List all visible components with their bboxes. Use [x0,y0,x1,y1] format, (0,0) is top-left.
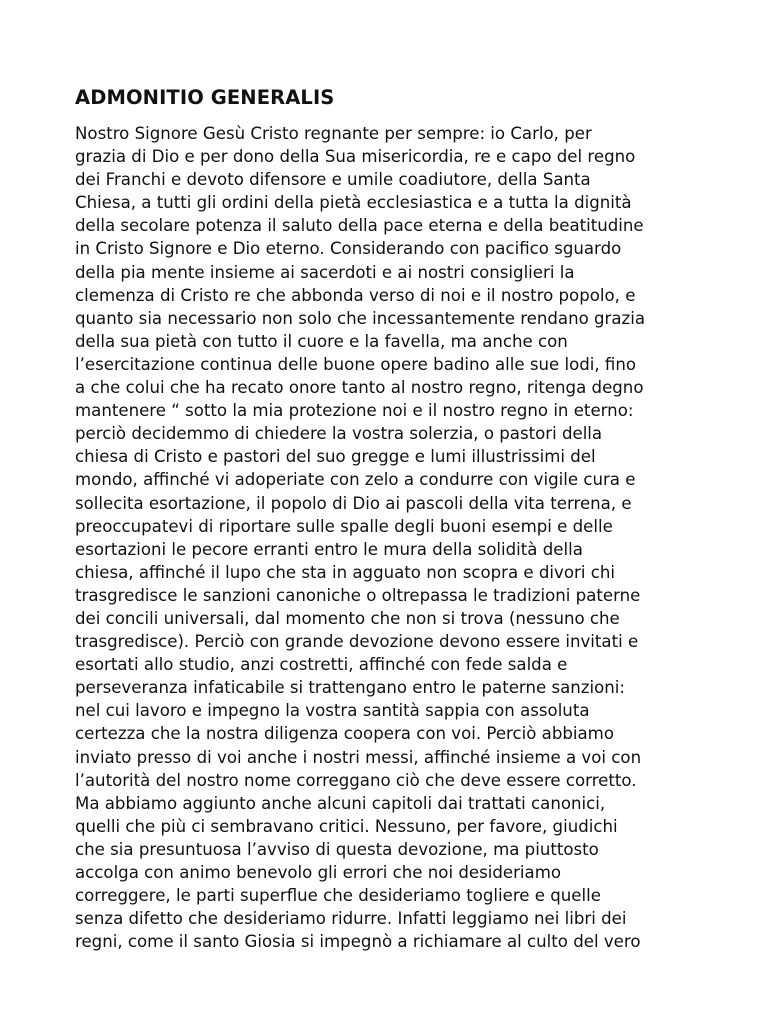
document-title: ADMONITIO GENERALIS [75,86,335,109]
body-line: nel cui lavoro e impegno la vostra santità sappia con assoluta [75,701,590,721]
document-body [75,122,695,953]
body-line: Ma abbiamo aggiunto anche alcuni capitoli dai trattati canonici, [75,793,606,813]
body-line: inviato presso di voi anche i nostri messi, affinché insieme a voi con [75,747,642,767]
body-line: mondo, affinché vi adoperiate con zelo a condurre con vigile cura e [75,470,636,490]
body-line: a che colui che ha recato onore tanto al nostro regno, ritenga degno [75,378,644,398]
body-line: della secolare potenza il saluto della pace eterna e della beatitudine [75,216,644,236]
body-line: dei concili universali, dal momento che non si trova (nessuno che [75,608,620,628]
body-line: certezza che la nostra diligenza coopera con voi. Perciò abbiamo [75,724,614,744]
body-line: della sua pietà con tutto il cuore e la favella, ma anche con [75,331,568,351]
body-line: in Cristo Signore e Dio eterno. Considerando con pacifico sguardo [75,239,622,259]
body-line: regni, come il santo Giosia si impegnò a richiamare al culto del vero [75,932,641,952]
body-line: accolga con animo benevolo gli errori che noi desideriamo [75,863,562,882]
body-line: della pia mente insieme ai sacerdoti e ai nostri consiglieri la [75,262,575,282]
document-page [75,86,695,953]
body-line: senza difetto che desideriamo ridurre. Infatti leggiamo nei libri dei [75,909,627,929]
body-line: perciò decidemmo di chiedere la vostra solerzia, o pastori della [75,424,603,444]
body-line: esortazioni le pecore erranti entro le mura della solidità della [75,539,583,559]
body-line: grazia di Dio e per dono della Sua misericordia, re e capo del regno [75,147,636,167]
body-line: mantenere “ sotto la mia protezione noi e il nostro regno in eterno: [75,401,634,421]
body-line: Chiesa, a tutti gli ordini della pietà ecclesiastica e a tutta la dignità [75,193,632,213]
body-line: chiesa, affinché il lupo che sta in agguato non scopra e divori chi [75,562,615,582]
body-line: preoccupatevi di riportare sulle spalle degli buoni esempi e delle [75,516,613,536]
body-line: esortati allo studio, anzi costretti, affinché con fede salda e [75,655,568,675]
body-line: clemenza di Cristo re che abbonda verso di noi e il nostro popolo, e [75,285,636,305]
body-line: perseveranza infaticabile si trattengano entro le paterne sanzioni: [75,678,625,698]
body-line: dei Franchi e devoto difensore e umile coadiutore, della Santa [75,170,591,190]
body-line: l’autorità del nostro nome correggano ciò che deve essere corretto. [75,770,637,790]
body-line: Nostro Signore Gesù Cristo regnante per sempre: io Carlo, per [75,124,592,143]
body-line: trasgredisce le sanzioni canoniche o oltrepassa le tradizioni paterne [75,585,641,605]
body-line: correggere, le parti superflue che desideriamo togliere e quelle [75,886,601,906]
body-line: chiesa di Cristo e pastori del suo gregge e lumi illustrissimi del [75,447,596,467]
body-line: quanto sia necessario non solo che incessantemente rendano grazia [75,308,646,328]
body-line: quelli che più ci sembravano critici. Nessuno, per favore, giudichi [75,816,618,836]
body-line: trasgredisce). Perciò con grande devozione devono essere invitati e [75,632,639,652]
body-line: l’esercitazione continua delle buone opere badino alle sue lodi, fino [75,354,637,374]
body-line: sollecita esortazione, il popolo di Dio ai pascoli della vita terrena, e [75,493,632,513]
body-line: che sia presuntuosa l’avviso di questa devozione, ma piuttosto [75,839,599,859]
